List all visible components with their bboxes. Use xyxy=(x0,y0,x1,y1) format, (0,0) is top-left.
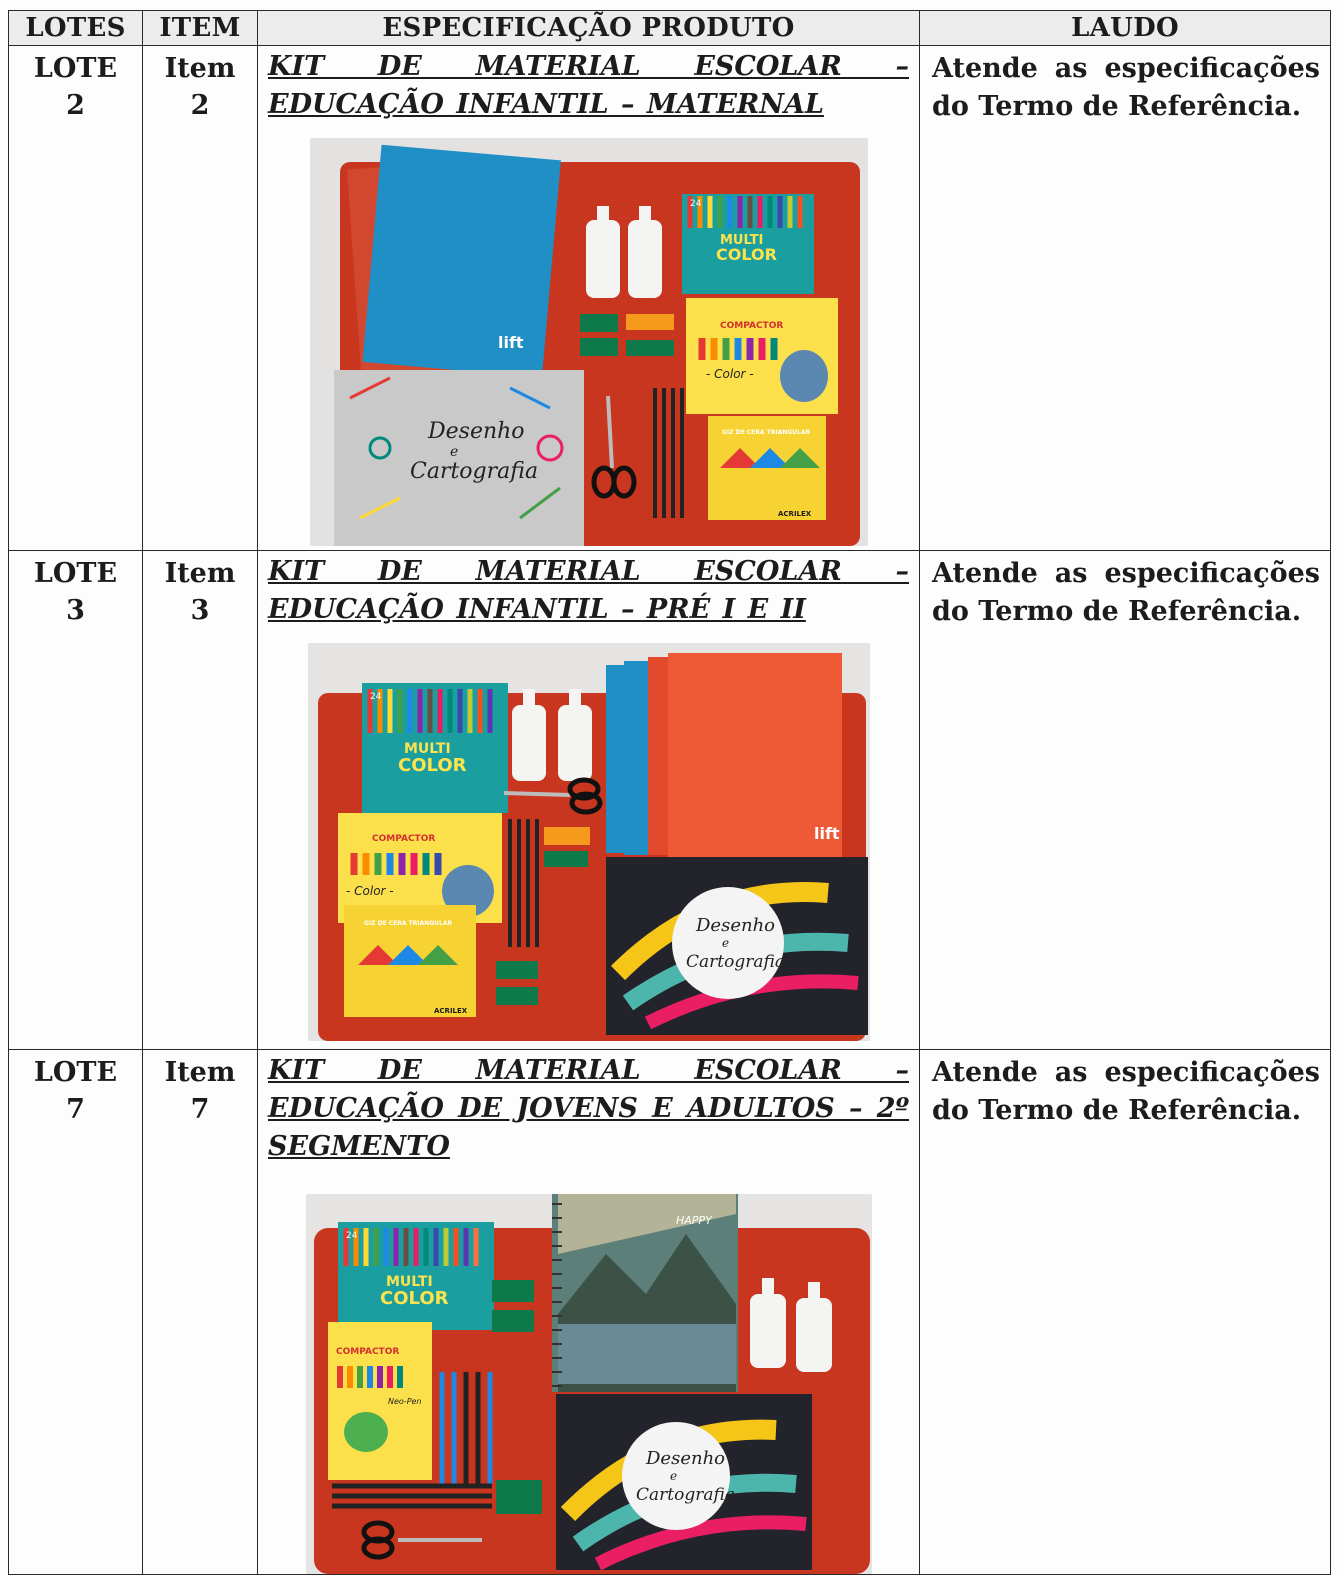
lote-number: 2 xyxy=(66,90,85,121)
desenho-text: Desenho xyxy=(695,915,775,936)
product-title: KIT DE MATERIAL ESCOLAR – EDUCAÇÃO DE JOVENS E ADULTOS – 2º SEGMENTO xyxy=(268,1055,909,1162)
multi-text: MULTI xyxy=(385,1274,433,1290)
item-cell xyxy=(143,551,258,1050)
desenho-text: Desenho xyxy=(427,419,525,444)
item-cell xyxy=(143,46,258,551)
color-text: COLOR xyxy=(379,1288,449,1309)
compactor-text: COMPACTOR xyxy=(371,834,435,844)
count-text: 24 xyxy=(369,692,381,702)
lote-cell xyxy=(9,551,143,1050)
lote-number: 3 xyxy=(66,595,85,626)
lift-logo-text: lift xyxy=(813,824,840,843)
e-text: e xyxy=(449,444,458,460)
cartografia-text: Cartografia xyxy=(685,952,785,972)
header-laudo: LAUDO xyxy=(920,11,1331,46)
happy-text: HAPPY xyxy=(675,1214,712,1227)
lote-cell xyxy=(9,1050,143,1575)
laudo-cell: Atende as especificações do Termo de Referência. xyxy=(920,46,1331,551)
header-spec: ESPECIFICAÇÃO PRODUTO xyxy=(258,11,920,46)
table-row xyxy=(9,551,1331,1050)
item-label: Item xyxy=(164,1057,236,1088)
multi-text: MULTI xyxy=(403,741,451,757)
color-text: COLOR xyxy=(715,245,777,264)
compactor-text: COMPACTOR xyxy=(335,1347,399,1357)
lote-label: LOTE xyxy=(33,1057,118,1088)
lote-number: 7 xyxy=(66,1094,85,1125)
kit-photo-eja xyxy=(306,1194,872,1574)
laudo-cell: Atende as especificações do Termo de Referência. xyxy=(920,1050,1331,1575)
acrilex-text: ACRILEX xyxy=(433,1007,467,1015)
laudo-table xyxy=(8,10,1331,1575)
neopen-text: Neo-Pen xyxy=(387,1397,422,1406)
giz-text: GIZ DE CERA TRIANGULAR xyxy=(363,920,452,927)
acrilex-text: ACRILEX xyxy=(777,510,811,518)
cartografia-text: Cartografia xyxy=(635,1485,735,1505)
count-text: 24 xyxy=(689,199,701,209)
product-title: KIT DE MATERIAL ESCOLAR – EDUCAÇÃO INFANTIL – MATERNAL xyxy=(268,51,909,120)
lote-cell xyxy=(9,46,143,551)
cartografia-text: Cartografia xyxy=(409,459,538,484)
item-label: Item xyxy=(164,558,236,589)
pen-color-text: - Color - xyxy=(345,884,394,898)
pen-color-text: - Color - xyxy=(705,367,754,381)
item-label: Item xyxy=(164,53,236,84)
kit-photo-maternal xyxy=(310,138,868,546)
color-text: COLOR xyxy=(397,755,467,776)
lote-label: LOTE xyxy=(33,558,118,589)
spec-cell xyxy=(258,551,920,1050)
multi-text: MULTI xyxy=(719,233,763,248)
table-row xyxy=(9,46,1331,551)
table-header-row xyxy=(9,11,1331,46)
product-title: KIT DE MATERIAL ESCOLAR – EDUCAÇÃO INFANTIL – PRÉ I E II xyxy=(268,556,909,625)
e-text: e xyxy=(669,1469,677,1483)
e-text: e xyxy=(721,936,729,950)
compactor-text: COMPACTOR xyxy=(719,321,783,331)
spec-cell xyxy=(258,1050,920,1575)
item-number: 7 xyxy=(190,1094,210,1125)
lift-logo-text: lift xyxy=(497,333,524,352)
giz-text: GIZ DE CERA TRIANGULAR xyxy=(721,429,810,436)
count-text: 24 xyxy=(345,1231,357,1241)
table-row xyxy=(9,1050,1331,1575)
header-lotes: LOTES xyxy=(9,11,143,46)
desenho-text: Desenho xyxy=(645,1448,725,1469)
lote-label: LOTE xyxy=(33,53,118,84)
spec-cell xyxy=(258,46,920,551)
laudo-cell: Atende as especificações do Termo de Referência. xyxy=(920,551,1331,1050)
item-number: 2 xyxy=(190,90,210,121)
item-cell xyxy=(143,1050,258,1575)
header-item: ITEM xyxy=(143,11,258,46)
item-number: 3 xyxy=(190,595,210,626)
kit-photo-pre xyxy=(308,643,870,1041)
